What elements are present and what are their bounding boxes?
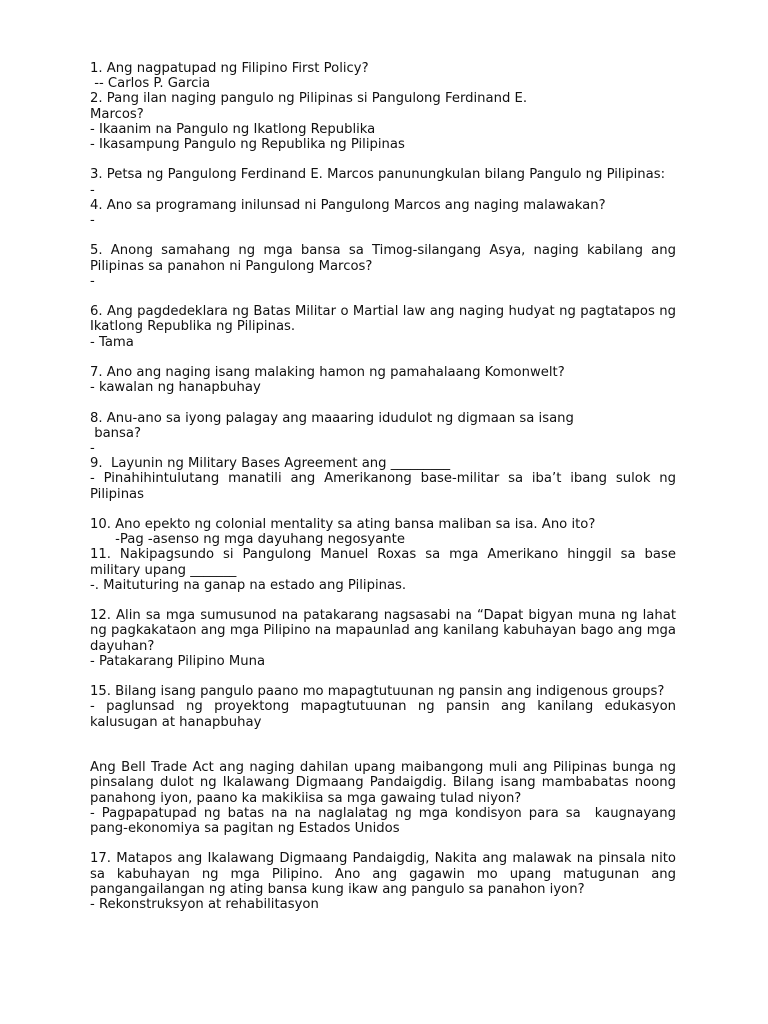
blank-line: [90, 289, 676, 304]
text-line: - Patakarang Pilipino Muna: [90, 653, 266, 669]
justified-paragraph: 6. Ang pagdedeklara ng Batas Militar o Martial law ang naging hudyat ng pagtatapos ng Ikatlong Republika ng Pilipinas.: [90, 304, 681, 335]
question-block: [90, 608, 681, 669]
text-line: 10. Ano epekto ng colonial mentality sa ating bansa maliban sa isa. Ano ito?: [90, 517, 596, 532]
justified-paragraph: 3. Petsa ng Pangulong Ferdinand E. Marcos panunungkulan bilang Pangulo ng Pilipinas:: [90, 167, 666, 183]
text-line: - Tama: [90, 334, 134, 350]
justified-paragraph: Ang Bell Trade Act ang naging dahilan upang maibangong muli ang Pilipinas bunga ng pinsalang dulot ng Ikalawang Digmaang Pandaigdig. Bilang isang mambabatas noong panahong iyon, paano ka makikiisa sa mga gawaing tulad niyon?: [90, 760, 681, 806]
question-block: [90, 365, 676, 395]
text-line: -: [90, 213, 95, 229]
blank-line: [90, 395, 676, 410]
text-line: 1. Ang nagpatupad ng Filipino First Policy?: [90, 61, 369, 76]
question-block: [90, 684, 676, 699]
question-block: [90, 760, 681, 806]
question-block: [90, 805, 681, 836]
text-line: -: [90, 441, 95, 456]
question-block: [90, 517, 676, 547]
question-block: [90, 243, 681, 289]
blank-line: [90, 730, 676, 745]
text-line: - Ikaanim na Pangulo ng Ikatlong Republika: [90, 121, 376, 137]
text-line: bansa?: [90, 425, 141, 441]
text-line: -: [90, 273, 95, 289]
justified-paragraph: 17. Matapos ang Ikalawang Digmaang Pandaigdig, Nakita ang malawak na pinsala nito sa kabuhayan ng mga Pilipino. Ano ang gagawin mo upang matugunan ang pangangailangan ng ating bansa kung ikaw ang pangulo sa panahon iyon?: [90, 851, 681, 897]
question-block: [90, 471, 681, 502]
text-line: -. Maituturing na ganap na estado ang Pilipinas.: [90, 577, 407, 593]
text-line: - Rekonstruksyon at rehabilitasyon: [90, 897, 319, 912]
justified-paragraph: 5. Anong samahang ng mga bansa sa Timog-silangang Asya, naging kabilang ang Pilipinas sa panahon ni Pangulong Marcos?: [90, 243, 681, 274]
text-line: -- Carlos P. Garcia: [90, 76, 211, 92]
text-line: - kawalan ng hanapbuhay: [90, 380, 261, 396]
text-line: 7. Ano ang naging isang malaking hamon ng pamahalaang Komonwelt?: [90, 365, 565, 380]
question-block: [90, 304, 681, 350]
question-block: [90, 167, 676, 197]
blank-line: [90, 152, 676, 167]
blank-line: [90, 745, 676, 760]
question-block: [90, 699, 681, 730]
question-block: [90, 547, 681, 593]
text-line: 8. Anu-ano sa iyong palagay ang maaaring idudulot ng digmaan sa isang: [90, 410, 574, 426]
blank-line: [90, 350, 676, 365]
text-line: Marcos?: [90, 106, 144, 122]
blank-line: [90, 836, 676, 851]
text-line: -Pag -asenso ng mga dayuhang negosyante: [90, 532, 405, 548]
text-line: - Ikasampung Pangulo ng Republika ng Pilipinas: [90, 137, 405, 153]
text-line: 2. Pang ilan naging pangulo ng Pilipinas si Pangulong Ferdinand E.: [90, 91, 528, 107]
justified-paragraph: - Pagpapatupad ng batas na na naglalatag ng mga kondisyon para sa kaugnayang pang-ekonomiya sa pagitan ng Estados Unidos: [90, 805, 681, 836]
justified-paragraph: 11. Nakipagsundo si Pangulong Manuel Roxas sa mga Amerikano hinggil sa base military upang _______: [90, 547, 681, 578]
blank-line: [90, 669, 676, 684]
question-block: [90, 61, 676, 91]
text-line: 4. Ano sa programang inilunsad ni Pangulong Marcos ang naging malawakan?: [90, 197, 606, 213]
justified-paragraph: - Pinahihintulutang manatili ang Amerikanong base-militar sa iba’t ibang sulok ng Pilipinas: [90, 471, 681, 502]
blank-line: [90, 593, 676, 608]
question-block: [90, 411, 676, 457]
blank-line: [90, 228, 676, 243]
justified-paragraph: 15. Bilang isang pangulo paano mo mapagtutuunan ng pansin ang indigenous groups?: [90, 684, 665, 700]
document-page: [90, 61, 681, 912]
justified-paragraph: - paglunsad ng proyektong mapagtutuunan ng pansin ang kanilang edukasyon kalusugan at hanapbuhay: [90, 699, 681, 730]
question-block: [90, 851, 681, 912]
text-line: -: [90, 182, 95, 198]
text-line: 9. Layunin ng Military Bases Agreement ang _________: [90, 456, 451, 472]
blank-line: [90, 502, 676, 517]
question-block: [90, 456, 676, 471]
justified-paragraph: 12. Alin sa mga sumusunod na patakarang nagsasabi na “Dapat bigyan muna ng lahat ng pagkakataon ang mga Pilipino na mapaunlad ang kanilang kabuhayan bago ang mga dayuhan?: [90, 608, 681, 654]
question-block: [90, 198, 676, 228]
question-block: [90, 91, 676, 152]
